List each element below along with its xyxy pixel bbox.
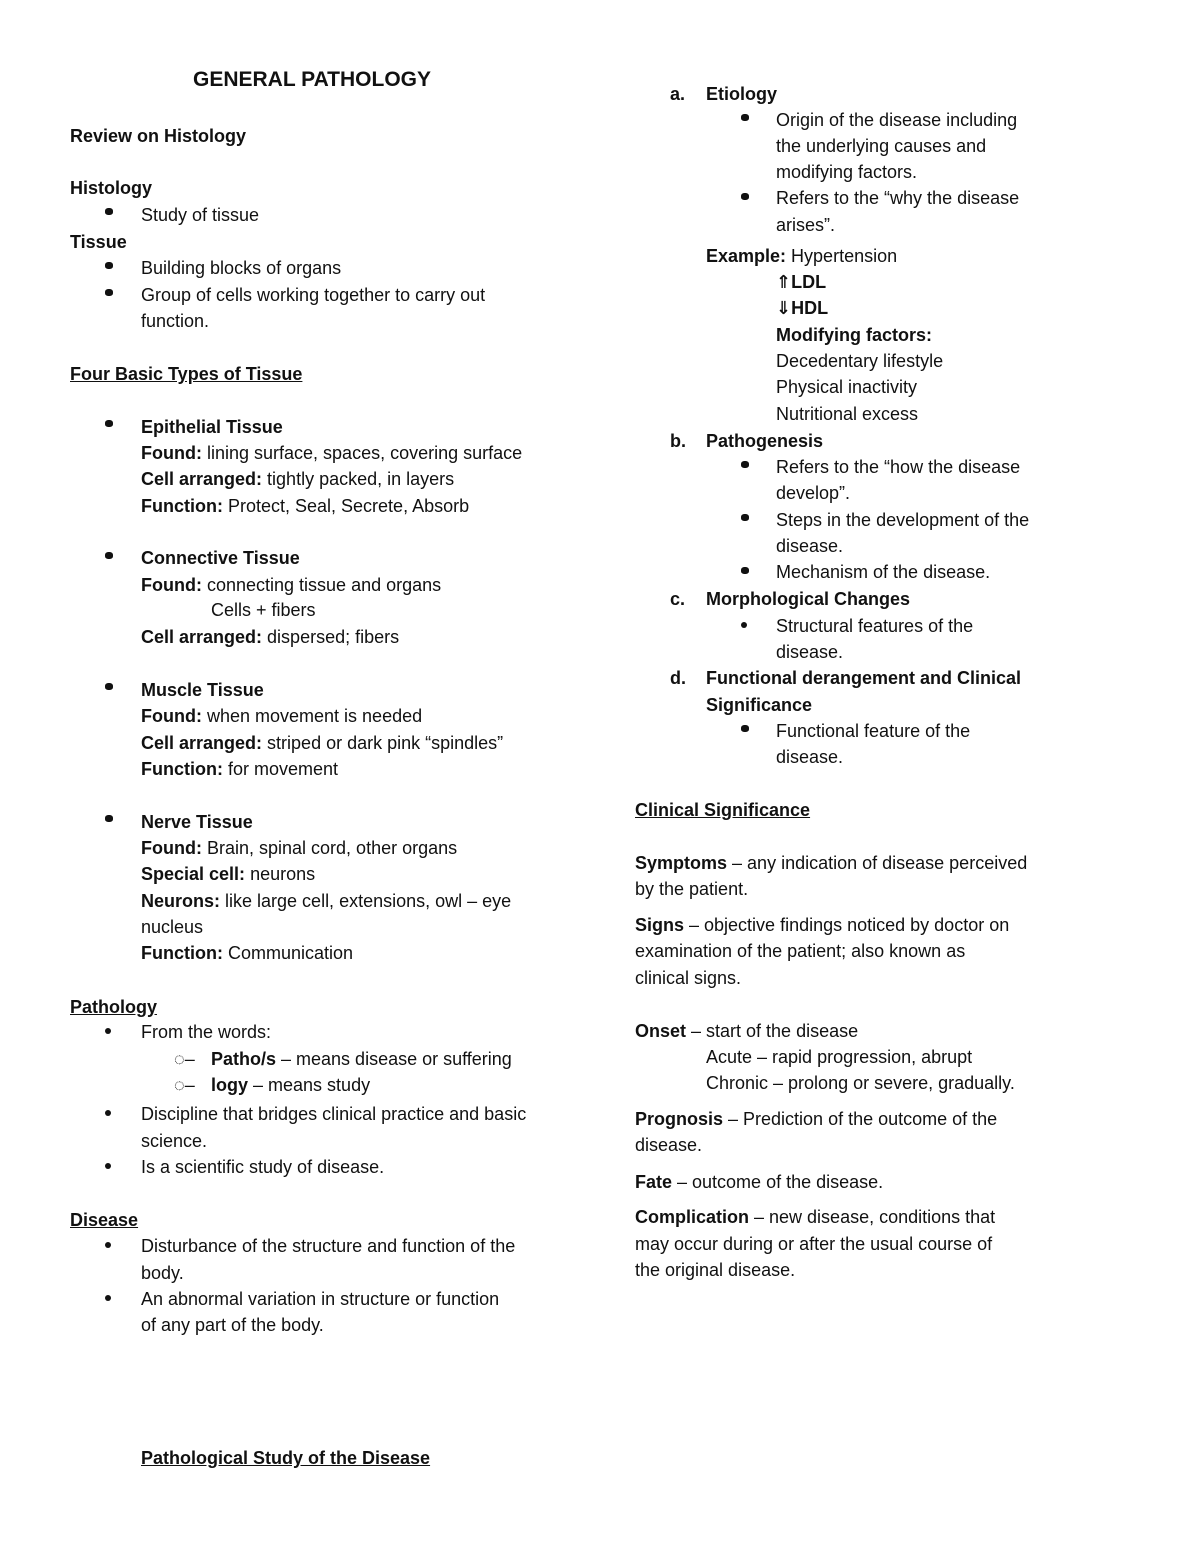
acute-line: Acute – rapid progression, abrupt xyxy=(706,1047,973,1067)
list-item-continued: disease. xyxy=(776,536,844,556)
logy-term: logy – means study xyxy=(211,1075,371,1095)
list-letter: c. xyxy=(670,589,686,609)
list-item: An abnormal variation in structure or function xyxy=(141,1289,500,1309)
tissue-heading: Tissue xyxy=(70,232,127,252)
bullet-icon xyxy=(741,114,749,121)
etiology-heading: Etiology xyxy=(706,84,777,104)
modifying-factor: Decedentary lifestyle xyxy=(776,351,944,371)
connective-name: Connective Tissue xyxy=(141,548,300,568)
connective-found: Found: connecting tissue and organs xyxy=(141,575,442,595)
muscle-cell: Cell arranged: striped or dark pink “spindles” xyxy=(141,733,504,753)
list-letter: a. xyxy=(670,84,686,104)
list-item-continued: arises”. xyxy=(776,215,836,235)
bullet-icon xyxy=(105,1242,111,1248)
list-item-continued: the underlying causes and xyxy=(776,136,987,156)
complication-line: Complication – new disease, conditions that xyxy=(635,1207,996,1227)
list-item: Refers to the “how the disease xyxy=(776,457,1021,477)
bullet-icon xyxy=(105,1295,111,1301)
prognosis-line: Prognosis – Prediction of the outcome of the xyxy=(635,1109,998,1129)
pathological-study-heading: Pathological Study of the Disease xyxy=(141,1448,431,1468)
chronic-line: Chronic – prolong or severe, gradually. xyxy=(706,1073,1015,1093)
nerve-name: Nerve Tissue xyxy=(141,812,253,832)
list-item-continued: disease. xyxy=(776,642,844,662)
list-item-continued: modifying factors. xyxy=(776,162,918,182)
disease-heading: Disease xyxy=(70,1210,139,1230)
bullet-icon xyxy=(105,1110,111,1116)
modifying-factor: Physical inactivity xyxy=(776,377,918,397)
signs-line: Signs – objective findings noticed by doctor on xyxy=(635,915,1010,935)
bullet-icon xyxy=(105,420,113,427)
clinical-heading: Clinical Significance xyxy=(635,800,811,820)
list-item: Structural features of the xyxy=(776,616,974,636)
epithelial-function: Function: Protect, Seal, Secrete, Absorb xyxy=(141,496,470,516)
nerve-neurons: Neurons: like large cell, extensions, owl – eye xyxy=(141,891,512,911)
bullet-icon xyxy=(741,725,749,732)
list-item: Refers to the “why the disease xyxy=(776,188,1020,208)
functional-heading-cont: Significance xyxy=(706,695,813,715)
complication-line-cont: may occur during or after the usual course of xyxy=(635,1234,993,1254)
list-letter: b. xyxy=(670,431,686,451)
modifying-factors-label: Modifying factors: xyxy=(776,325,932,345)
hdl-line: ⇓HDL xyxy=(776,298,829,318)
bullet-icon xyxy=(105,208,113,215)
symptoms-line: Symptoms – any indication of disease perceived xyxy=(635,853,1028,873)
bullet-icon xyxy=(741,461,749,468)
signs-line-cont: clinical signs. xyxy=(635,968,742,988)
nerve-special: Special cell: neurons xyxy=(141,864,316,884)
prognosis-line-cont: disease. xyxy=(635,1135,703,1155)
fate-line: Fate – outcome of the disease. xyxy=(635,1172,884,1192)
symptoms-line-cont: by the patient. xyxy=(635,879,749,899)
four-types-heading: Four Basic Types of Tissue xyxy=(70,364,303,384)
histology-heading: Histology xyxy=(70,178,153,198)
pathogenesis-heading: Pathogenesis xyxy=(706,431,824,451)
bullet-icon xyxy=(741,514,749,521)
bullet-icon xyxy=(105,262,113,269)
list-item: Steps in the development of the xyxy=(776,510,1030,530)
connective-cell: Cell arranged: dispersed; fibers xyxy=(141,627,400,647)
morph-heading: Morphological Changes xyxy=(706,589,911,609)
muscle-name: Muscle Tissue xyxy=(141,680,264,700)
review-heading: Review on Histology xyxy=(70,126,247,146)
epithelial-found: Found: lining surface, spaces, covering surface xyxy=(141,443,523,463)
bullet-icon xyxy=(741,567,749,574)
complication-line-cont: the original disease. xyxy=(635,1260,796,1280)
modifying-factor: Nutritional excess xyxy=(776,404,919,424)
list-item: Is a scientific study of disease. xyxy=(141,1157,385,1177)
bullet-icon xyxy=(105,1163,111,1169)
nerve-function: Function: Communication xyxy=(141,943,354,963)
list-item-continued: of any part of the body. xyxy=(141,1315,324,1335)
bullet-icon xyxy=(105,552,113,559)
bullet-icon xyxy=(105,289,113,296)
list-item-continued: disease. xyxy=(776,747,844,767)
bullet-icon xyxy=(741,193,749,200)
bullet-icon xyxy=(105,815,113,822)
list-item: Origin of the disease including xyxy=(776,110,1018,130)
page-title: GENERAL PATHOLOGY xyxy=(193,68,432,91)
connective-extra: Cells + fibers xyxy=(211,600,316,620)
bullet-icon xyxy=(105,683,113,690)
list-item: Functional feature of the xyxy=(776,721,971,741)
nerve-found: Found: Brain, spinal cord, other organs xyxy=(141,838,458,858)
list-letter: d. xyxy=(670,668,686,688)
list-item: Discipline that bridges clinical practice and basic xyxy=(141,1104,527,1124)
list-item: Group of cells working together to carry out xyxy=(141,285,486,305)
signs-line-cont: examination of the patient; also known as xyxy=(635,941,966,961)
functional-heading: Functional derangement and Clinical xyxy=(706,668,1022,688)
epithelial-cell: Cell arranged: tightly packed, in layers xyxy=(141,469,455,489)
list-item-continued: develop”. xyxy=(776,483,851,503)
pathology-heading: Pathology xyxy=(70,997,158,1017)
onset-line: Onset – start of the disease xyxy=(635,1021,859,1041)
bullet-icon xyxy=(105,1028,111,1034)
patho-term: Patho/s – means disease or suffering xyxy=(211,1049,512,1069)
list-item: Disturbance of the structure and function of the xyxy=(141,1236,516,1256)
muscle-function: Function: for movement xyxy=(141,759,339,779)
bullet-icon xyxy=(741,622,747,628)
example-line: Example: Hypertension xyxy=(706,246,898,266)
list-item-continued: body. xyxy=(141,1263,184,1283)
list-item: From the words: xyxy=(141,1022,272,1042)
sub-bullet-icon: ◌– xyxy=(174,1075,195,1095)
list-item: Mechanism of the disease. xyxy=(776,562,991,582)
epithelial-name: Epithelial Tissue xyxy=(141,417,283,437)
muscle-found: Found: when movement is needed xyxy=(141,706,423,726)
list-item: Study of tissue xyxy=(141,205,260,225)
list-item-continued: science. xyxy=(141,1131,208,1151)
nerve-neurons-cont: nucleus xyxy=(141,917,204,937)
ldl-line: ⇑LDL xyxy=(776,272,827,292)
list-item-continued: function. xyxy=(141,311,210,331)
sub-bullet-icon: ◌– xyxy=(174,1049,195,1069)
list-item: Building blocks of organs xyxy=(141,258,342,278)
